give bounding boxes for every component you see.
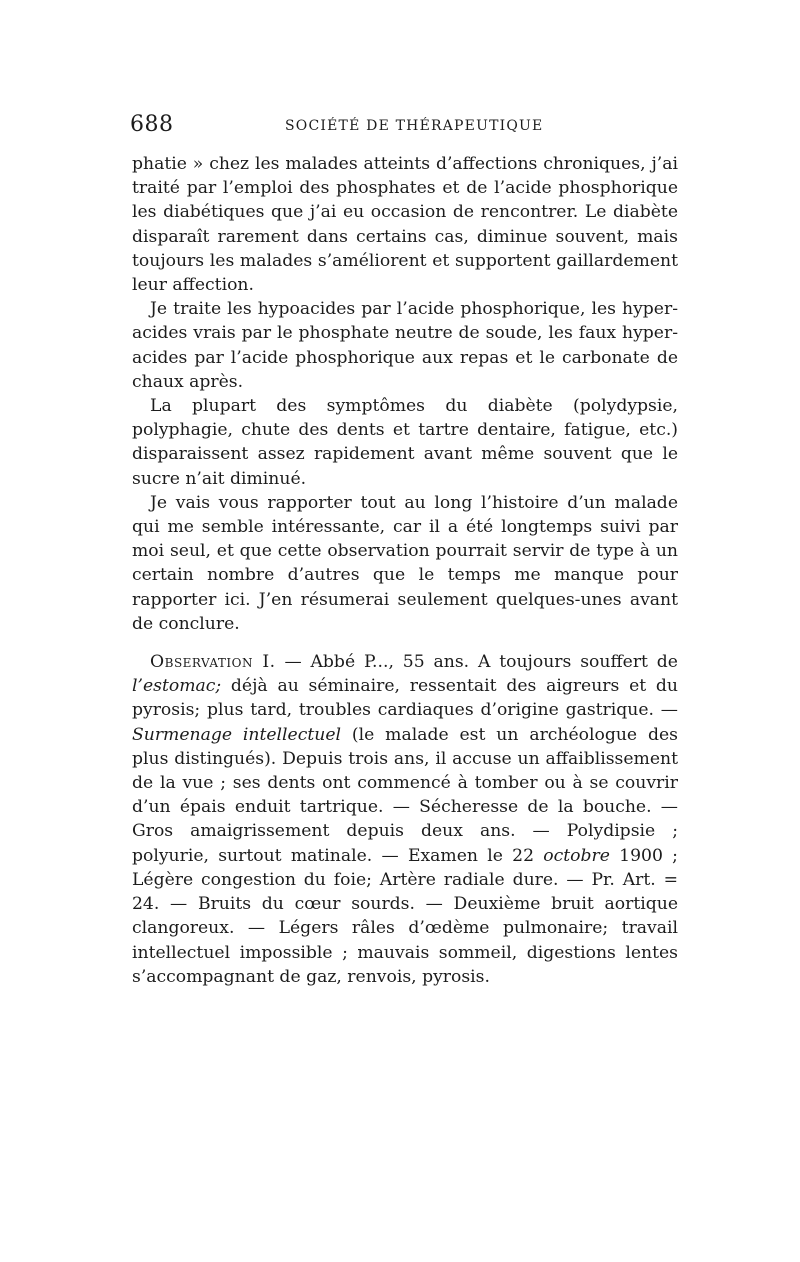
paragraph-2: Je traite les hypoacides par l’acide phosphorique, les hyperacides vrais par le phosphate neutre de soude, les faux hyperacides par l’acide phosphorique aux repas et le carbonate de chaux après. [132,299,678,392]
observation-text-1: — Abbé P..., 55 ans. A toujours souffert de [275,652,678,673]
paragraph-1: phatie » chez les malades atteints d’affections chroniques, j’ai traité par l’emploi des phosphates et de l’acide phosphorique les diabétiques que j’ai eu occasion de rencontrer. Le diabète disparaît rarement dans certains cas, diminue souvent, mais toujours les malades s’améliorent et supportent gaillardement leur affection. [132,154,678,296]
observation-italic-estomac: l’estomac; [132,676,222,697]
observation-italic-surmenage: Surmenage intellectuel [132,724,341,745]
observation-italic-octobre: octobre [543,845,610,866]
running-title: SOCIÉTÉ DE THÉRAPEUTIQUE [285,118,544,134]
observation-text-2: déjà au séminaire, ressentait des aigreurs et du pyrosis; plus tard, troubles cardiaques d’origine gastrique. — [132,676,678,721]
running-head [130,112,678,142]
observation-text-3: (le malade est un archéologue des plus distingués). Depuis trois ans, il accuse un affaiblissement de la vue ; ses dents ont commencé à tomber ou à se couvrir d’un épais enduit tartrique. — Sécheresse de la bouche. — Gros amaigrissement depuis deux ans. — Polydipsie ; polyurie, surtout matinale. — Examen le 22 [132,724,678,866]
paragraph-4: Je vais vous rapporter tout au long l’histoire d’un malade qui me semble intéressante, car il a été longtemps suivi par moi seul, et que cette observation pourrait servir de type à un certain nombre d’autres que le temps me manque pour rapporter ici. J’en résumerai seulement quelques-unes avant de conclure. [132,492,678,634]
body-text [132,152,678,989]
observation-text-4: 1900 ; Légère congestion du foie; Artère radiale dure. — Pr. Art. = 24. — Bruits du cœur sourds. — Deuxième bruit aortique clangoreux. — Légers râles d’œdème pulmonaire; travail intellectuel impossible ; mauvais sommeil, digestions lentes s’accompagnant de gaz, renvois, pyrosis. [132,845,678,987]
observation-paragraph [132,650,678,989]
paragraph-3: La plupart des symptômes du diabète (polydypsie, polyphagie, chute des dents et tartre dentaire, fatigue, etc.) disparaissent assez rapidement avant même souvent que le sucre n’ait diminué. [132,396,678,489]
observation-label: Observation I. [150,652,276,673]
page-number: 688 [130,112,174,137]
